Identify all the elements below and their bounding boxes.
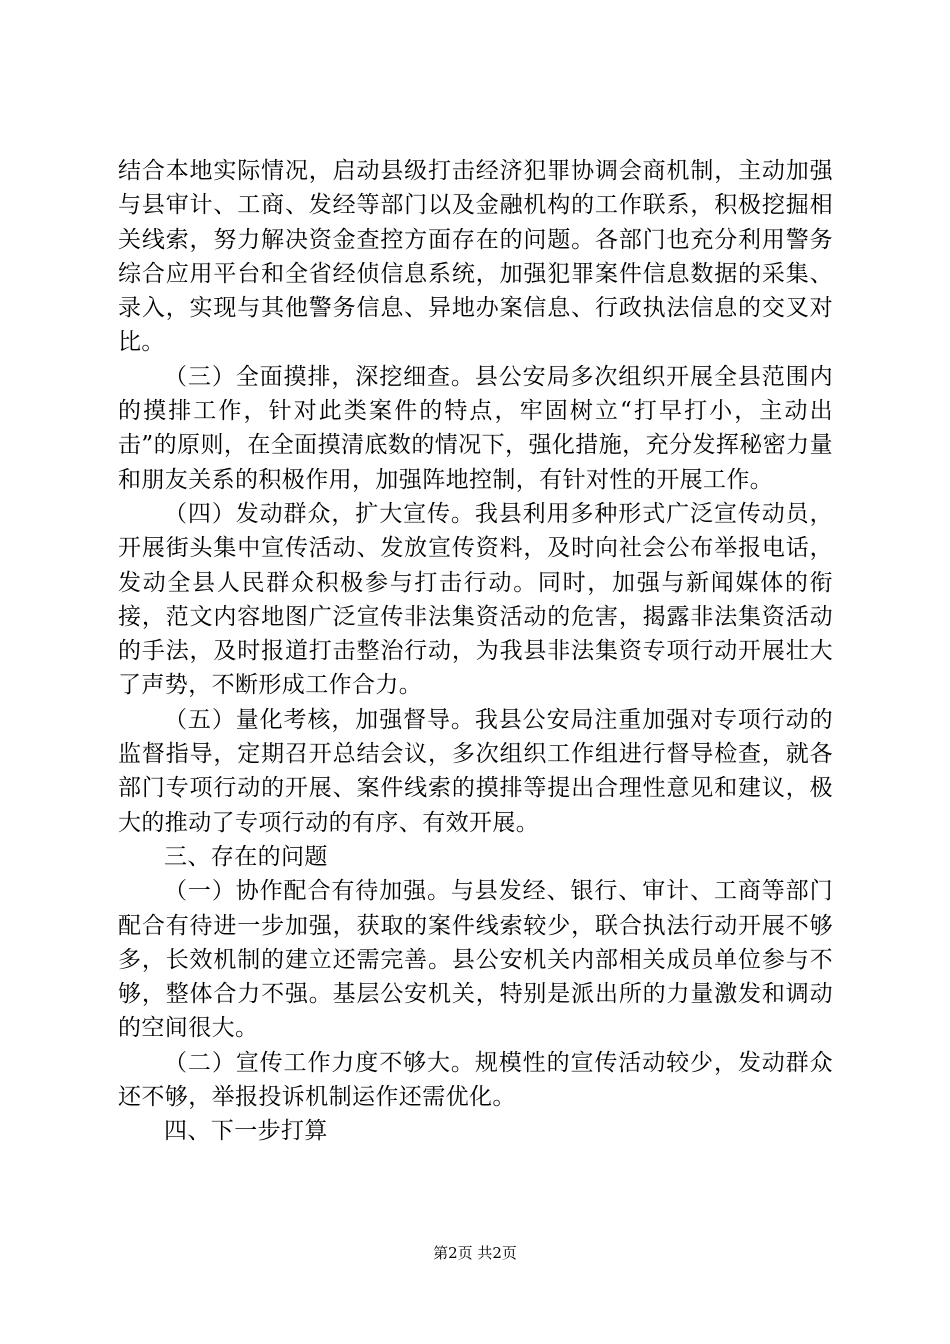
heading-problems: 三、存在的问题 <box>164 843 328 870</box>
paragraph-section-5: （五）量化考核，加强督导。我县公安局注重加强对专项行动的监督指导，定期召开总结会议，多次组织工作组进行督导检查，就各部门专项行动的开展、案件线索的摸排等提出合理性意见和建议，极大的推动了专项行动的有序、有效开展。 <box>118 706 833 836</box>
paragraph-problem-2: （二）宣传工作力度不够大。规模性的宣传活动较少，发动群众还不够，举报投诉机制运作还需优化。 <box>118 1049 833 1111</box>
paragraph-problem-1: （一）协作配合有待加强。与县发经、银行、审计、工商等部门配合有待进一步加强，获取的案件线索较少，联合执法行动开展不够多，长效机制的建立还需完善。县公安机关内部相关成员单位参与不够，整体合力不强。基层公安机关，特别是派出所的力量激发和调动的空间很大。 <box>118 878 833 1042</box>
heading-next-steps: 四、下一步打算 <box>164 1118 328 1145</box>
document-body <box>118 154 833 1149</box>
paragraph-section-4: （四）发动群众，扩大宣传。我县利用多种形式广泛宣传动员，开展街头集中宣传活动、发放宣传资料，及时向社会公布举报电话，发动全县人民群众积极参与打击行动。同时，加强与新闻媒体的衔接，范文内容地图广泛宣传非法集资活动的危害，揭露非法集资活动的手法，及时报道打击整治行动，为我县非法集资专项行动开展壮大了声势，不断形成工作合力。 <box>118 500 833 699</box>
paragraph-section-3: （三）全面摸排，深挖细查。县公安局多次组织开展全县范围内的摸排工作，针对此类案件的特点，牢固树立“打早打小，主动出击”的原则，在全面摸清底数的情况下，强化措施，充分发挥秘密力量和朋友关系的积极作用，加强阵地控制，有针对性的开展工作。 <box>118 363 833 493</box>
page-footer: 第2页 共2页 <box>433 1244 517 1262</box>
paragraph-continuation: 结合本地实际情况，启动县级打击经济犯罪协调会商机制，主动加强与县审计、工商、发经等部门以及金融机构的工作联系，积极挖掘相关线索，努力解决资金查控方面存在的问题。各部门也充分利用警务综合应用平台和全省经侦信息系统，加强犯罪案件信息数据的采集、录入，实现与其他警务信息、异地办案信息、行政执法信息的交叉对比。 <box>118 158 833 356</box>
